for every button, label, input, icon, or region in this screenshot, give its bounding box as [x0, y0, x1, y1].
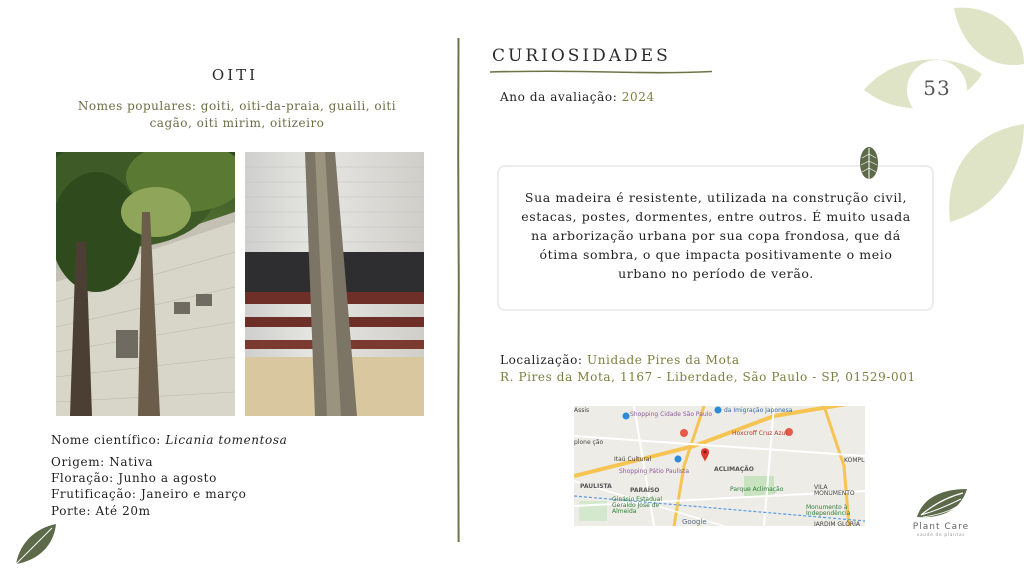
location-label: Localização: [500, 353, 583, 367]
map-label-itau: Itaú Cultural [614, 456, 652, 463]
map-label-hoxcroff: Hoxcroff Cruz Azul [732, 430, 788, 437]
leaf-decoration-bottom-left [12, 522, 60, 572]
fruiting-text: Frutificação: Janeiro e março [51, 487, 247, 501]
popular-names-label: Nomes populares: [77, 99, 197, 113]
location-block [500, 352, 916, 386]
map-google-logo: Google [682, 518, 707, 526]
map-label-paulista: PAULISTA [580, 483, 612, 490]
map-label-parque: Parque Aclimação [730, 486, 784, 493]
map-label-shopping-patio: Shopping Pátio Paulista [619, 468, 690, 475]
location-map[interactable] [574, 406, 865, 526]
curiosities-title: CURIOSIDADES [492, 46, 671, 66]
popular-names [62, 98, 412, 132]
flowering-text: Floração: Junho a agosto [51, 471, 217, 485]
scientific-name-value: Licania tomentosa [165, 433, 288, 447]
size-text: Porte: Até 20m [51, 504, 151, 518]
brand-tagline: saúde de plantas [916, 533, 966, 538]
location-address: R. Pires da Mota, 1167 - Liberdade, São Paulo - SP, 01529-001 [500, 370, 916, 384]
map-label-monumento: Monumento à Independência [806, 504, 851, 517]
curiosities-text: Sua madeira é resistente, utilizada na construção civil, estacas, postes, dormentes, entre outros. É muito usada na arborização urbana por sua copa frondosa, que dá ótima sombra, o que impacta positivamente o meio urbano no período de verão. [521, 190, 911, 281]
popular-names-value: goiti, oiti-da-praia, guaili, oiti cagão, oiti mirim, oitizeiro [149, 99, 397, 130]
page-number: 53 [923, 76, 951, 100]
evaluation-year [500, 90, 655, 104]
tree-photo-trunk [245, 152, 424, 416]
tree-photo-canopy [56, 152, 235, 416]
map-label-vila: VILA MONUMENTO [814, 484, 855, 497]
brand-name: Plant Care [912, 522, 970, 532]
map-label-shopping-cidade: Shopping Cidade São Paulo [630, 411, 713, 418]
map-label-ginasio: Ginásio Estadual Geraldo José de Almeida [612, 496, 663, 515]
location-unit-name: Unidade Pires da Mota [587, 353, 740, 367]
scientific-name-label: Nome científico: [51, 433, 161, 447]
plant-name: OITI [211, 66, 259, 84]
map-label-kompl: KOMPL [844, 457, 865, 464]
location-unit [500, 352, 916, 369]
origin-text: Origem: Nativa [51, 455, 154, 469]
vertical-divider [457, 38, 460, 542]
map-label-imigracao: da Imigração Japonesa [724, 407, 793, 414]
leaf-decoration-top-right [862, 0, 1024, 229]
scientific-name [51, 433, 287, 447]
map-label-plone: plone ção [574, 439, 604, 446]
map-label-aclimacao: ACLIMAÇÃO [714, 466, 754, 473]
evaluation-year-label: Ano da avaliação: [500, 90, 618, 104]
evaluation-year-value: 2024 [621, 90, 655, 104]
title-underline [490, 70, 712, 74]
map-label-assis: Assis [574, 407, 590, 414]
plant-care-logo [913, 487, 969, 525]
map-label-jardim: JARDIM GLÓRIA [814, 521, 860, 526]
map-label-paraiso: PARAÍSO [630, 487, 660, 494]
